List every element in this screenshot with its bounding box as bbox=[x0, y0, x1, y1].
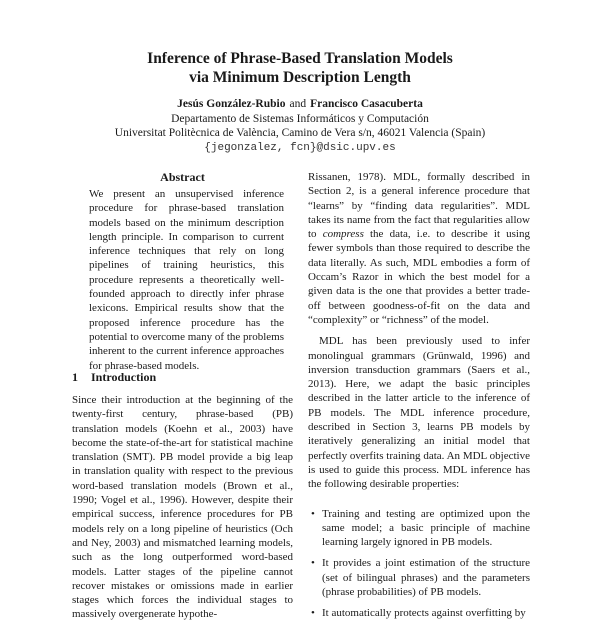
section-heading-introduction bbox=[72, 370, 156, 385]
bullet-icon: • bbox=[311, 507, 315, 520]
list-item bbox=[308, 606, 530, 620]
author-2: Francisco Casacuberta bbox=[310, 98, 423, 110]
list-item bbox=[308, 556, 530, 599]
section-number: 1 bbox=[72, 370, 78, 384]
author-names bbox=[0, 97, 600, 112]
para1-text-b: the data, i.e. to describe it using fewer symbols than those required to describe the data literally. As such, MDL embodies a form of Occam’s Razor in which the best model for a given data is the one that provides a better trade-off between goodness-of-fit on the data and “complexity” or “richness” of the model. bbox=[308, 228, 530, 326]
introduction-body bbox=[72, 393, 293, 622]
author-and: and bbox=[289, 98, 307, 110]
author-1: Jesús González-Rubio bbox=[177, 98, 286, 110]
author-block bbox=[0, 97, 600, 155]
section-title: Introduction bbox=[91, 370, 157, 384]
mdl-paragraph-1 bbox=[308, 170, 530, 327]
para1-emphasis: compress bbox=[322, 228, 364, 241]
bullet-icon: • bbox=[311, 557, 315, 570]
paper-title bbox=[0, 50, 600, 87]
abstract-heading: Abstract bbox=[160, 170, 205, 184]
bullet-icon: • bbox=[311, 607, 315, 620]
author-email: {jegonzalez, fcn}@dsic.upv.es bbox=[204, 141, 396, 154]
abstract-text: We present an unsupervised inference procedure for phrase-based translation models based on the minimum description length principle. In comparison to current inference techniques that rely on long pipelines of training heuristics, this procedure represents a theoretically well-founded approach to directly infer phrase lexicons. Empirical results show that the proposed inference procedure has the potential to overcome many of the problems inherent to the current inference approaches for phrase-based models. bbox=[89, 188, 284, 372]
list-item-text: Training and testing are optimized upon the same model; a basic principle of machine learning largely ignored in PB models. bbox=[322, 507, 530, 549]
introduction-text: Since their introduction at the beginning of the twenty-first century, phrase-based (PB) translation models (Koehn et al., 2003) have become the state-of-the-art for statistical machine translation (SMT). PB model provide a big leap in translation quality with respect to the previous word-based translation models (Brown et al., 1990; Vogel et al., 1996). However, despite their empirical success, inference procedures for PB models rely on a long pipeline of heuristics (Och and Ney, 2003) and mismatched learning models, such as the long outperformed word-based models. Latter stages of the pipeline cannot recover mistakes or omissions made in earlier stages which forces the individual stages to massively overgenerate hypothe- bbox=[72, 394, 293, 621]
list-item bbox=[308, 507, 530, 550]
properties-list bbox=[308, 507, 530, 621]
abstract-body bbox=[89, 187, 284, 373]
department: Departamento de Sistemas Informáticos y Computación bbox=[171, 112, 429, 125]
right-column bbox=[308, 170, 530, 628]
para1-text-a: Rissanen, 1978). MDL, formally described in Section 2, is a general inference procedure that “learns” by “finding data regularities”. MDL takes its name from the fact that regularities allow to bbox=[308, 171, 530, 241]
affiliation: Universitat Politècnica de València, Camino de Vera s/n, 46021 Valencia (Spain) bbox=[114, 127, 486, 139]
title-line-2: via Minimum Description Length bbox=[189, 68, 411, 86]
mdl-paragraph-2: MDL has been previously used to infer monolingual grammars (Grünwald, 1996) and inversion transduction grammars (Saers et al., 2013). Here, we adapt the basic principles described in the latter article to the inference of PB models. The MDL inference procedure, described in Section 3, learns PB models by iteratively generalizing an initial model that perfectly overfits training data. An MDL objective is used to guide this process. MDL inference has the following desirable properties: bbox=[308, 335, 530, 491]
title-line-1: Inference of Phrase-Based Translation Models bbox=[147, 50, 453, 67]
list-item-text: It provides a joint estimation of the structure (set of bilingual phrases) and the parameters (phrase probabilities) of PB models. bbox=[322, 557, 530, 599]
list-item-text: It automatically protects against overfitting by bbox=[322, 607, 526, 620]
